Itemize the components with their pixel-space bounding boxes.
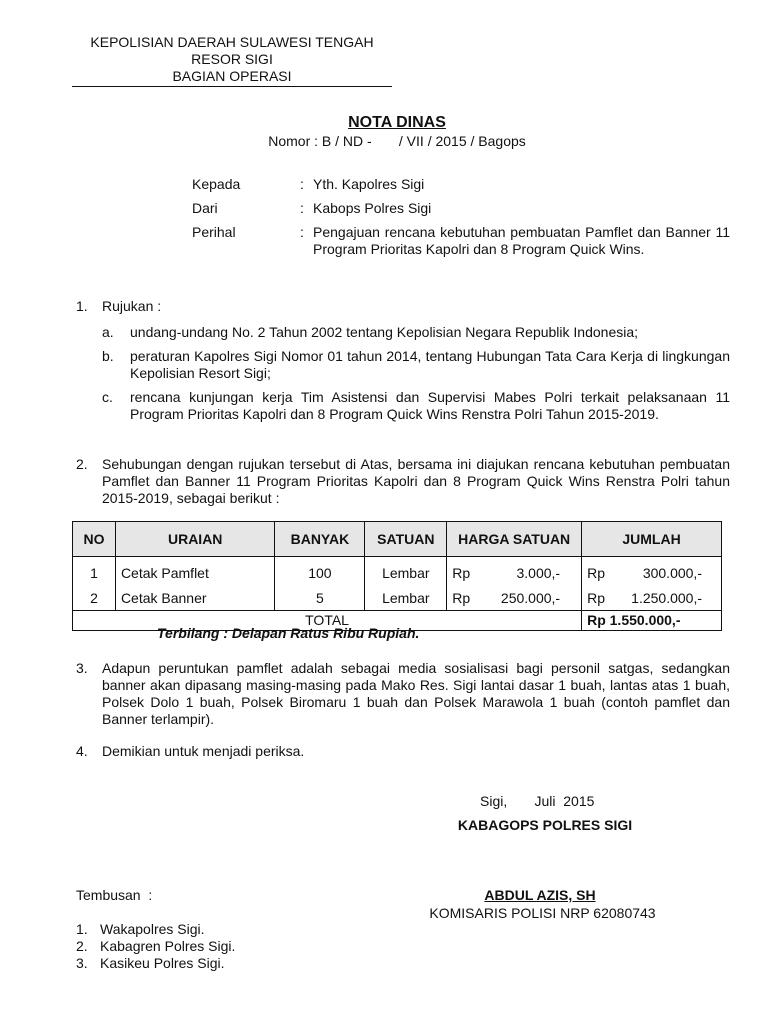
tembusan-item: Kasikeu Polres Sigi.: [100, 955, 225, 971]
address-sep: :: [300, 200, 304, 216]
col-header-banyak: BANYAK: [275, 522, 365, 557]
ref-b-text: peraturan Kapolres Sigi Nomor 01 tahun 2014, tentang Hubungan Tata Cara Kerja di lingkungan Kepolisian Resort Sigi;: [130, 348, 730, 381]
signature-position: KABAGOPS POLRES SIGI: [457, 817, 633, 833]
col-header-jumlah: JUMLAH: [582, 522, 722, 557]
item-1-text: Rujukan :: [102, 298, 162, 314]
ref-letter: c.: [102, 389, 113, 405]
col-header-satuan: SATUAN: [365, 522, 447, 557]
letterhead-line-1: KEPOLISIAN DAERAH SULAWESI TENGAH: [90, 34, 374, 50]
total-value: Rp 1.550.000,-: [582, 611, 722, 631]
amount: 3.000,-: [516, 564, 561, 581]
item-number: 2.: [76, 456, 88, 472]
tembusan-number: 2.: [76, 938, 88, 954]
amount: 1.250.000,-: [631, 589, 702, 606]
cell-banyak: 100: [275, 557, 365, 586]
address-sep: :: [300, 224, 304, 240]
terbilang: Terbilang : Delapan Ratus Ribu Rupiah.: [157, 625, 420, 641]
signature-place-date: Sigi, Juli 2015: [480, 793, 595, 809]
cell-banyak: 5: [275, 585, 365, 611]
address-label-dari: Dari: [192, 200, 218, 216]
cell-satuan: Lembar: [365, 557, 447, 586]
col-header-harga: HARGA SATUAN: [447, 522, 582, 557]
table-header-row: [73, 522, 722, 557]
tembusan-item: Kabagren Polres Sigi.: [100, 938, 236, 954]
amount: 300.000,-: [642, 564, 702, 581]
total-label: TOTAL: [73, 611, 582, 631]
item-number: 3.: [76, 660, 88, 676]
ref-c-text: rencana kunjungan kerja Tim Asistensi dan Supervisi Mabes Polri terkait pelaksanaan 11 Program Prioritas Kapolri dan 8 Program Quick Wins Renstra Polri Tahun 2015-2019.: [130, 389, 730, 422]
ref-letter: a.: [102, 324, 114, 340]
tembusan-label: Tembusan :: [76, 887, 153, 903]
cost-table: [72, 521, 722, 631]
item-number: 4.: [76, 743, 88, 759]
cell-jumlah: [582, 585, 722, 611]
letterhead-divider: [72, 86, 392, 87]
address-value-dari: Kabops Polres Sigi: [313, 200, 432, 216]
cell-satuan: Lembar: [365, 585, 447, 611]
cell-uraian: Cetak Banner: [115, 585, 275, 611]
signature-name: ABDUL AZIS, SH: [484, 887, 596, 903]
letterhead-line-3: BAGIAN OPERASI: [172, 68, 292, 84]
ref-a-text: undang-undang No. 2 Tahun 2002 tentang Kepolisian Negara Republik Indonesia;: [130, 324, 639, 340]
col-header-uraian: URAIAN: [115, 522, 275, 557]
col-header-no: NO: [73, 522, 116, 557]
cell-no: 1: [73, 557, 116, 586]
currency: Rp: [587, 564, 605, 581]
item-3-text: Adapun peruntukan pamflet adalah sebagai media sosialisasi bagi personil satgas, sedangkan banner akan dipasang masing-masing pada Mako Res. Sigi lantai dasar 1 buah, lantas atas 1 buah, Polsek Dolo 1 buah, Polsek Biromaru 1 buah dan Polsek Marawola 1 buah (contoh pamflet dan Banner terlampir).: [102, 660, 730, 727]
table-row: [73, 585, 722, 611]
address-label-kepada: Kepada: [192, 176, 241, 192]
signature-rank: KOMISARIS POLISI NRP 62080743: [429, 905, 656, 921]
cell-harga: [447, 557, 582, 586]
address-value-kepada: Yth. Kapolres Sigi: [313, 176, 425, 192]
item-number: 1.: [76, 298, 88, 314]
ref-letter: b.: [102, 348, 114, 364]
item-4-text: Demikian untuk menjadi periksa.: [102, 743, 305, 759]
address-sep: :: [300, 176, 304, 192]
currency: Rp: [452, 589, 471, 606]
cell-harga: [447, 585, 582, 611]
letterhead-line-2: RESOR SIGI: [191, 51, 273, 67]
tembusan-number: 3.: [76, 955, 88, 971]
currency: Rp: [587, 589, 605, 606]
cell-no: 2: [73, 585, 116, 611]
address-label-perihal: Perihal: [192, 224, 236, 240]
item-2-text: Sehubungan dengan rujukan tersebut di Atas, bersama ini diajukan rencana kebutuhan pembuatan Pamflet dan Banner 11 Program Prioritas Kapolri dan 8 Program Quick Wins Renstra Polri tahun 2015-2019, sebagai berikut :: [102, 456, 730, 506]
tembusan-number: 1.: [76, 921, 88, 937]
cell-uraian: Cetak Pamflet: [115, 557, 275, 586]
address-value-perihal: Pengajuan rencana kebutuhan pembuatan Pamflet dan Banner 11 Program Prioritas Kapolri dan 8 Program Quick Wins.: [313, 224, 730, 257]
amount: 250.000,-: [500, 589, 561, 606]
document-number: Nomor : B / ND - / VII / 2015 / Bagops: [268, 133, 526, 149]
tembusan-item: Wakapolres Sigi.: [100, 921, 205, 937]
cell-jumlah: [582, 557, 722, 586]
document-title: NOTA DINAS: [348, 114, 446, 131]
table-row: [73, 557, 722, 586]
currency: Rp: [452, 564, 471, 581]
